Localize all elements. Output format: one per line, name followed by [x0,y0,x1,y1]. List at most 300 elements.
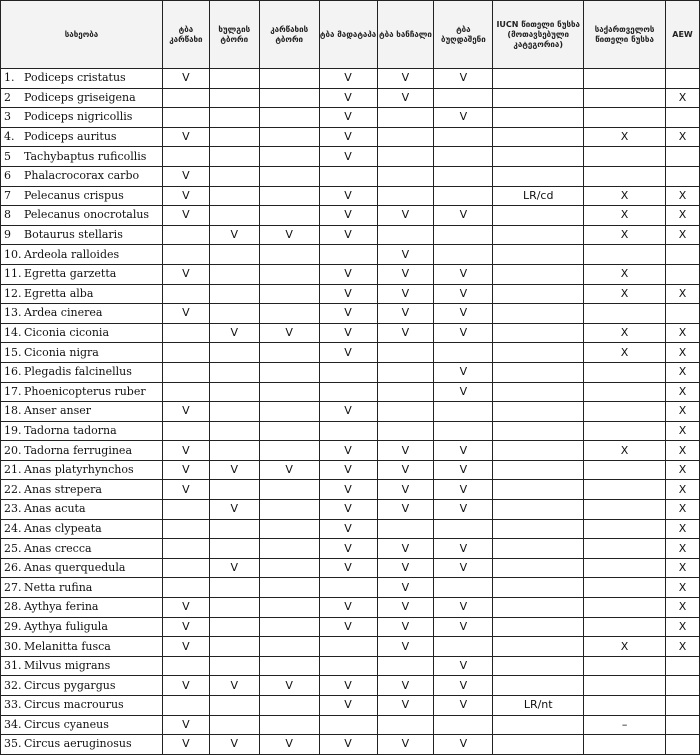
mark-cell: V [434,676,493,696]
mark-cell [584,362,666,382]
species-name: Phoenicopterus ruber [24,384,146,398]
mark-cell [209,578,259,598]
mark-cell [259,402,319,422]
mark-cell [666,69,700,89]
table-row [1,656,700,676]
species-cell [1,696,163,716]
mark-cell [259,617,319,637]
mark-cell [493,108,584,128]
mark-cell [493,69,584,89]
species-name: Anser anser [24,404,91,418]
mark-cell [319,166,377,186]
mark-cell [666,696,700,716]
mark-cell [209,108,259,128]
mark-cell [209,166,259,186]
mark-cell: V [319,186,377,206]
mark-cell [493,225,584,245]
mark-cell [259,186,319,206]
row-number: 1. [4,71,15,85]
mark-cell [493,88,584,108]
species-name: Podiceps griseigena [24,90,136,104]
mark-cell: V [319,225,377,245]
species-cell [1,264,163,284]
mark-cell [377,186,434,206]
species-cell [1,656,163,676]
mark-cell: X [666,88,700,108]
species-cell [1,206,163,226]
mark-cell: V [377,264,434,284]
mark-cell [259,166,319,186]
mark-cell [259,362,319,382]
mark-cell [259,108,319,128]
mark-cell: X [584,186,666,206]
row-number: 33. [4,698,22,712]
mark-cell: X [666,186,700,206]
mark-cell: V [259,225,319,245]
species-cell [1,676,163,696]
mark-cell: V [319,88,377,108]
species-name: Circus pygargus [24,678,116,692]
mark-cell [584,69,666,89]
mark-cell [209,382,259,402]
mark-cell [377,382,434,402]
mark-cell [259,480,319,500]
mark-cell [584,460,666,480]
mark-cell: X [584,637,666,657]
mark-cell: V [434,264,493,284]
mark-cell [209,539,259,559]
mark-cell: V [319,735,377,755]
mark-cell [493,147,584,167]
mark-cell [584,519,666,539]
column-header: AEW [666,1,700,69]
species-name: Plegadis falcinellus [24,365,132,379]
mark-cell [319,656,377,676]
table-row [1,696,700,716]
mark-cell [666,166,700,186]
mark-cell [493,637,584,657]
mark-cell [584,382,666,402]
mark-cell: X [666,598,700,618]
mark-cell [584,500,666,520]
mark-cell: X [584,264,666,284]
species-name: Aythya fuligula [24,619,108,633]
species-name: Circus cyaneus [24,717,109,731]
mark-cell [434,637,493,657]
table-row [1,598,700,618]
mark-cell: X [584,206,666,226]
mark-cell [493,558,584,578]
species-name: Tachybaptus ruficollis [24,149,147,163]
mark-cell [162,382,209,402]
row-number: 23. [4,502,22,516]
mark-cell: V [434,382,493,402]
mark-cell [209,127,259,147]
mark-cell [259,382,319,402]
species-name: Ardea cinerea [24,306,103,320]
species-name: Ciconia nigra [24,345,99,359]
header-row [1,1,700,69]
mark-cell: V [377,284,434,304]
row-number: 10. [4,247,22,261]
mark-cell [584,480,666,500]
species-name: Ardeola ralloides [24,247,120,261]
mark-cell [209,69,259,89]
row-number: 16. [4,365,22,379]
row-number: 2 [4,90,11,104]
species-cell [1,598,163,618]
mark-cell [493,617,584,637]
mark-cell: V [319,69,377,89]
species-name: Circus macrourus [24,698,124,712]
row-number: 26. [4,561,22,575]
mark-cell [209,343,259,363]
mark-cell: V [162,715,209,735]
table-row [1,715,700,735]
mark-cell: X [666,362,700,382]
mark-cell [584,656,666,676]
species-name: Podiceps cristatus [24,71,126,85]
mark-cell: V [162,206,209,226]
mark-cell [434,245,493,265]
mark-cell: V [209,676,259,696]
mark-cell: X [666,539,700,559]
mark-cell: X [666,225,700,245]
mark-cell [584,696,666,716]
row-number: 30. [4,639,22,653]
mark-cell [377,108,434,128]
mark-cell [209,186,259,206]
mark-cell [493,656,584,676]
mark-cell: V [377,323,434,343]
mark-cell [259,343,319,363]
table-row [1,304,700,324]
column-header: სახეობა [1,1,163,69]
species-cell [1,69,163,89]
row-number: 13. [4,306,22,320]
mark-cell: V [209,558,259,578]
mark-cell [209,617,259,637]
mark-cell [377,166,434,186]
mark-cell: V [377,676,434,696]
mark-cell: V [162,402,209,422]
row-number: 18. [4,404,22,418]
mark-cell: V [434,656,493,676]
table-row [1,166,700,186]
mark-cell: V [377,696,434,716]
mark-cell [162,225,209,245]
species-cell [1,578,163,598]
table-row [1,402,700,422]
mark-cell [209,284,259,304]
mark-cell [666,108,700,128]
mark-cell: V [319,441,377,461]
mark-cell [584,304,666,324]
mark-cell [434,519,493,539]
row-number: 32. [4,678,22,692]
mark-cell [493,598,584,618]
mark-cell: X [666,343,700,363]
mark-cell: V [162,69,209,89]
mark-cell: V [319,323,377,343]
row-number: 5 [4,149,11,163]
species-cell [1,127,163,147]
mark-cell [666,264,700,284]
species-name: Aythya ferina [24,600,99,614]
table-row [1,735,700,755]
mark-cell [259,147,319,167]
mark-cell: V [377,598,434,618]
mark-cell [162,558,209,578]
mark-cell: V [377,558,434,578]
species-name: Pelecanus onocrotalus [24,208,150,222]
mark-cell: V [434,362,493,382]
mark-cell [162,656,209,676]
mark-cell [584,539,666,559]
mark-cell: V [162,264,209,284]
mark-cell: X [666,323,700,343]
species-cell [1,362,163,382]
mark-cell: X [666,558,700,578]
mark-cell: – [584,715,666,735]
species-name: Milvus migrans [24,659,111,673]
mark-cell: V [259,676,319,696]
mark-cell [377,343,434,363]
species-cell [1,382,163,402]
mark-cell [493,460,584,480]
row-number: 17. [4,384,22,398]
mark-cell [666,304,700,324]
row-number: 11. [4,267,22,281]
mark-cell [162,362,209,382]
mark-cell: V [259,323,319,343]
row-number: 24. [4,521,22,535]
mark-cell: V [319,108,377,128]
mark-cell [584,147,666,167]
species-cell [1,539,163,559]
row-number: 6 [4,169,11,183]
mark-cell: V [162,480,209,500]
table-row [1,637,700,657]
mark-cell: V [162,127,209,147]
mark-cell [493,323,584,343]
mark-cell [162,500,209,520]
mark-cell: V [377,578,434,598]
mark-cell [493,539,584,559]
mark-cell [162,578,209,598]
mark-cell [259,715,319,735]
mark-cell [584,676,666,696]
mark-cell [666,147,700,167]
mark-cell: V [319,519,377,539]
row-number: 4. [4,130,15,144]
mark-cell: V [319,147,377,167]
mark-cell [493,421,584,441]
row-number: 7 [4,188,11,202]
mark-cell [493,480,584,500]
mark-cell [209,696,259,716]
mark-cell [584,166,666,186]
mark-cell [493,343,584,363]
species-cell [1,421,163,441]
mark-cell [377,127,434,147]
mark-cell [584,245,666,265]
mark-cell: V [319,676,377,696]
species-name: Podiceps nigricollis [24,110,133,124]
species-cell [1,343,163,363]
species-name: Anas querquedula [24,561,126,575]
mark-cell: X [666,206,700,226]
mark-cell [209,264,259,284]
mark-cell: V [377,441,434,461]
mark-cell [209,656,259,676]
mark-cell: V [162,637,209,657]
mark-cell [259,539,319,559]
mark-cell [493,735,584,755]
mark-cell [493,264,584,284]
mark-cell [259,441,319,461]
mark-cell [209,402,259,422]
table-row [1,460,700,480]
mark-cell: X [584,343,666,363]
mark-cell: V [377,69,434,89]
mark-cell [319,578,377,598]
mark-cell [259,500,319,520]
mark-cell [434,127,493,147]
mark-cell [584,735,666,755]
mark-cell: V [319,304,377,324]
mark-cell: V [434,558,493,578]
mark-cell [434,343,493,363]
mark-cell [259,421,319,441]
mark-cell: V [434,441,493,461]
table-row [1,578,700,598]
mark-cell: V [434,323,493,343]
mark-cell [584,558,666,578]
mark-cell [584,108,666,128]
species-name: Circus aeruginosus [24,737,132,751]
table-row [1,441,700,461]
mark-cell: X [666,480,700,500]
mark-cell [162,539,209,559]
table-row [1,147,700,167]
mark-cell [319,382,377,402]
row-number: 21. [4,463,22,477]
mark-cell: V [162,166,209,186]
mark-cell [377,362,434,382]
species-name: Anas clypeata [24,521,102,535]
table-row [1,186,700,206]
mark-cell [209,147,259,167]
mark-cell [259,206,319,226]
mark-cell [377,402,434,422]
species-name: Melanitta fusca [24,639,111,653]
table-row [1,421,700,441]
row-number: 27. [4,580,22,594]
mark-cell [377,715,434,735]
mark-cell: X [584,441,666,461]
column-header: ხულგის ტბორი [209,1,259,69]
mark-cell [319,245,377,265]
mark-cell [493,578,584,598]
table-row [1,500,700,520]
mark-cell [666,735,700,755]
row-number: 34. [4,717,22,731]
species-name: Anas crecca [24,541,92,555]
mark-cell: V [162,676,209,696]
species-name: Egretta alba [24,286,94,300]
species-cell [1,225,163,245]
mark-cell: X [584,225,666,245]
mark-cell: V [434,69,493,89]
mark-cell [209,598,259,618]
mark-cell: X [666,519,700,539]
row-number: 14. [4,326,22,340]
mark-cell: V [377,245,434,265]
table-row [1,323,700,343]
column-header: საქართველოს წითელი ნუსხა [584,1,666,69]
mark-cell [377,519,434,539]
species-cell [1,617,163,637]
mark-cell: V [434,539,493,559]
mark-cell [209,637,259,657]
species-name: Ciconia ciconia [24,326,109,340]
mark-cell [666,656,700,676]
mark-cell: V [319,206,377,226]
mark-cell [584,617,666,637]
table-body [1,69,700,755]
mark-cell [377,225,434,245]
species-name: Tadorna tadorna [24,423,117,437]
row-number: 28. [4,600,22,614]
mark-cell [162,147,209,167]
mark-cell: V [319,539,377,559]
table-row [1,519,700,539]
mark-cell [319,637,377,657]
mark-cell: V [434,206,493,226]
table-row [1,558,700,578]
mark-cell [259,264,319,284]
species-cell [1,500,163,520]
species-cell [1,735,163,755]
table-row [1,225,700,245]
mark-cell [434,186,493,206]
species-cell [1,715,163,735]
mark-cell [493,127,584,147]
mark-cell [259,656,319,676]
mark-cell: X [666,637,700,657]
mark-cell [434,715,493,735]
mark-cell: V [377,88,434,108]
mark-cell [209,480,259,500]
species-name: Anas acuta [24,502,86,516]
mark-cell [162,421,209,441]
mark-cell [493,500,584,520]
table-row [1,88,700,108]
mark-cell: V [434,500,493,520]
mark-cell [666,676,700,696]
mark-cell: V [377,460,434,480]
mark-cell [377,147,434,167]
mark-cell [162,245,209,265]
mark-cell [319,715,377,735]
mark-cell [584,598,666,618]
row-number: 9 [4,228,11,242]
mark-cell [493,362,584,382]
mark-cell [666,245,700,265]
column-header: ტბა კარწახი [162,1,209,69]
mark-cell: LR/nt [493,696,584,716]
